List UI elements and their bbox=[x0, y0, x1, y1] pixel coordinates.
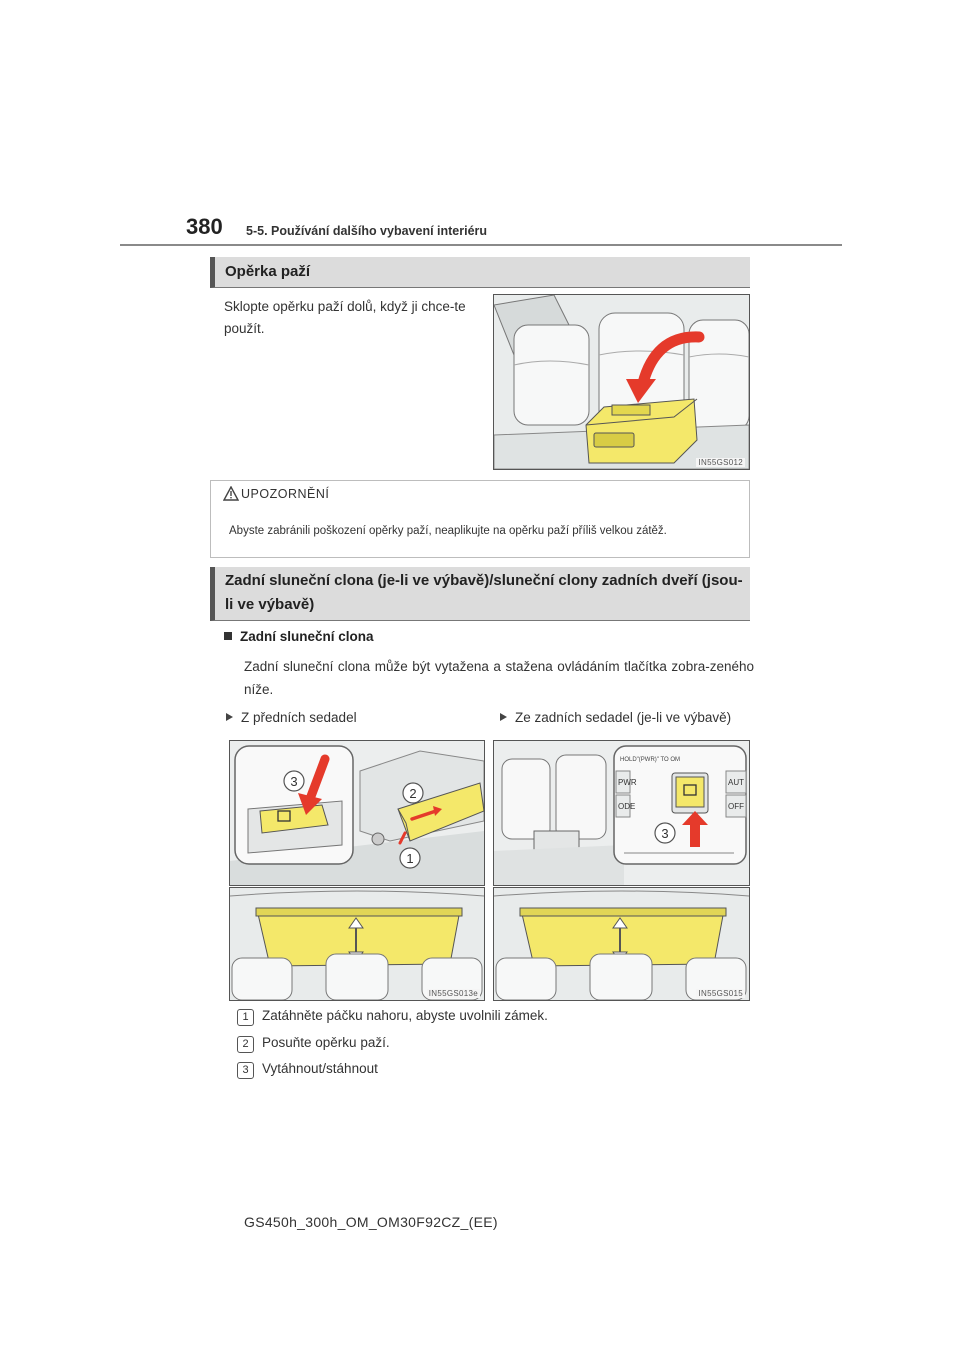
panel-mode-label: ODE bbox=[618, 802, 636, 811]
front-controls-illustration bbox=[230, 741, 484, 885]
callout-1: 1 bbox=[406, 851, 414, 866]
caution-title: UPOZORNĚNÍ bbox=[241, 487, 330, 501]
caption-rear bbox=[500, 710, 731, 725]
panel-off-label: OFF bbox=[728, 802, 744, 811]
step-text: Vytáhnout/stáhnout bbox=[262, 1061, 378, 1076]
step-number: 2 bbox=[237, 1036, 254, 1053]
step-text: Posuňte opěrku paží. bbox=[262, 1035, 390, 1050]
sunshade-left-illustration bbox=[230, 888, 484, 1000]
step-number: 3 bbox=[237, 1062, 254, 1079]
header-rule bbox=[120, 244, 842, 246]
rear-controls-illustration bbox=[494, 741, 749, 885]
rear-controls-figure bbox=[493, 740, 750, 886]
panel-pwr-label: PWR bbox=[618, 778, 637, 787]
armrest-illustration bbox=[494, 295, 749, 469]
sunshade-text: Zadní sluneční clona může být vytažena a stažena ovládáním tlačítka zobra-zeného níže. bbox=[244, 659, 754, 697]
caution-text: Abyste zabránili poškození opěrky paží, neaplikujte na opěrku paží příliš velkou zátěž. bbox=[229, 525, 667, 537]
page-number: 380 bbox=[186, 214, 223, 239]
step-text: Zatáhněte páčku nahoru, abyste uvolnili zámek. bbox=[262, 1008, 548, 1023]
sunshade-subheading bbox=[224, 629, 374, 644]
step-item-3 bbox=[237, 1061, 378, 1079]
armrest-text: Sklopte opěrku paží dolů, když ji chce-te použít. bbox=[224, 299, 466, 336]
armrest-heading: Opěrka paží bbox=[210, 257, 750, 288]
armrest-figure bbox=[493, 294, 750, 470]
caution-box bbox=[210, 480, 750, 558]
panel-hold-label: HOLD"(PWR)" TO OM bbox=[620, 757, 681, 763]
step-number: 1 bbox=[237, 1009, 254, 1026]
sunshade-right-illustration bbox=[494, 888, 749, 1000]
caption-front bbox=[226, 710, 357, 725]
triangle-bullet-icon bbox=[500, 713, 507, 721]
sunshade-figure-left bbox=[229, 887, 485, 1001]
step-item-2 bbox=[237, 1035, 390, 1053]
sunshade-subheading-label: Zadní sluneční clona bbox=[240, 629, 374, 644]
section-title: 5-5. Používání dalšího vybavení interiéru bbox=[246, 224, 488, 238]
step-item-1 bbox=[237, 1008, 548, 1026]
warning-triangle-icon bbox=[223, 486, 239, 501]
front-controls-figure bbox=[229, 740, 485, 886]
armrest-figure-code: IN55GS012 bbox=[698, 458, 743, 467]
caption-rear-label: Ze zadních sedadel (je-li ve výbavě) bbox=[515, 710, 732, 725]
square-bullet-icon bbox=[224, 632, 232, 640]
triangle-bullet-icon bbox=[226, 713, 233, 721]
caption-front-label: Z předních sedadel bbox=[241, 710, 357, 725]
panel-auto-label: AUT bbox=[728, 778, 744, 787]
figure-code-right: IN55GS015 bbox=[698, 989, 743, 998]
figure-code-left: IN55GS013e bbox=[428, 989, 478, 998]
footer-code: GS450h_300h_OM_OM30F92CZ_(EE) bbox=[244, 1214, 498, 1230]
sunshade-figure-right bbox=[493, 887, 750, 1001]
callout-2: 2 bbox=[409, 786, 417, 801]
callout-3-right: 3 bbox=[661, 826, 669, 841]
callout-3-left: 3 bbox=[290, 774, 298, 789]
sunshade-heading: Zadní sluneční clona (je-li ve výbavě)/sluneční clony zadních dveří (jsou-li ve výbavě) bbox=[210, 567, 750, 621]
